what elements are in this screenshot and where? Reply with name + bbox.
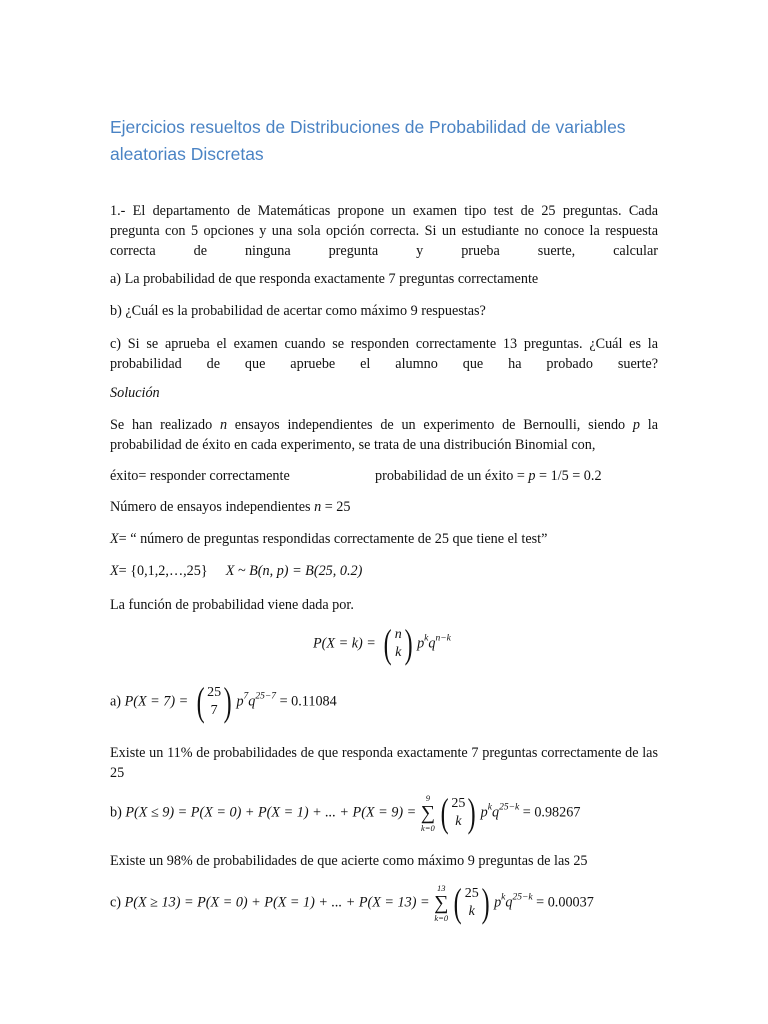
solution-heading: Solución bbox=[110, 385, 160, 401]
random-variable-range: X= {0,1,2,…,25} X ~ B(n, p) = B(25, 0.2) bbox=[110, 563, 363, 579]
answer-a-formula: a) P(X = 7) = ( 25 7 ) $p^7q^{25-7} = 0.11084$ bbox=[110, 679, 337, 724]
random-variable-definition: X= “ número de preguntas respondidas correctamente de 25 que tiene el test” bbox=[110, 531, 548, 547]
trials-count: Número de ensayos independientes n = 25 bbox=[110, 499, 351, 515]
answer-b-formula: b) P(X ≤ 9) = P(X = 0) + P(X = 1) + ... + P(X = 9) = 9 ∑ k=0 ( 25 k ) $p^kq^{25-k} = 0.98267$ bbox=[110, 790, 581, 835]
solution-intro: Se han realizado n ensayos independientes de un experimento de Bernoulli, siendo p la probabilidad de éxito en cada experimento, se trata de una distribución Binomial con, bbox=[110, 417, 659, 453]
document-title: Ejercicios resueltos de Distribuciones de Probabilidad de variables aleatorias Discretas bbox=[110, 117, 626, 164]
binomial-pmf-formula: P(X = k) = ( n k) $p^kq^{n-k}$ bbox=[313, 621, 451, 666]
answer-c-formula: c) P(X ≥ 13) = P(X = 0) + P(X = 1) + ... + P(X = 13) = 13 ∑ k=0 ( 25 k ) $p^kq^{25-k} = 0.00037$ bbox=[110, 880, 594, 925]
answer-a-conclusion: Existe un 11% de probabilidades de que responda exactamente 7 preguntas correctamente de las 25 bbox=[110, 745, 658, 781]
probability-function-text: La función de probabilidad viene dada por. bbox=[110, 597, 354, 613]
question-c: c) Si se aprueba el examen cuando se responden correctamente 13 preguntas. ¿Cuál es la probabilidad de que apruebe el alumno que ha probado suerte? bbox=[110, 336, 658, 372]
question-a: a) La probabilidad de que responda exactamente 7 preguntas correctamente bbox=[110, 271, 539, 287]
success-probability: probabilidad de un éxito = p = 1/5 = 0.2 bbox=[375, 468, 602, 484]
question-b: b) ¿Cuál es la probabilidad de acertar como máximo 9 respuestas? bbox=[110, 303, 486, 319]
success-definition: éxito= responder correctamente probabilidad de un éxito = p = 1/5 = 0.2 bbox=[110, 468, 602, 484]
answer-b-conclusion: Existe un 98% de probabilidades de que acierte como máximo 9 preguntas de las 25 bbox=[110, 853, 588, 869]
distribution-notation: X ~ B(n, p) = B(25, 0.2) bbox=[225, 563, 363, 579]
problem-statement: 1.- El departamento de Matemáticas propone un examen tipo test de 25 preguntas. Cada pregunta con 5 opciones y una sola opción correcta. Si un estudiante no conoce la respuesta correcta de ninguna pregunta y prueba suerte, calcular bbox=[110, 203, 658, 259]
